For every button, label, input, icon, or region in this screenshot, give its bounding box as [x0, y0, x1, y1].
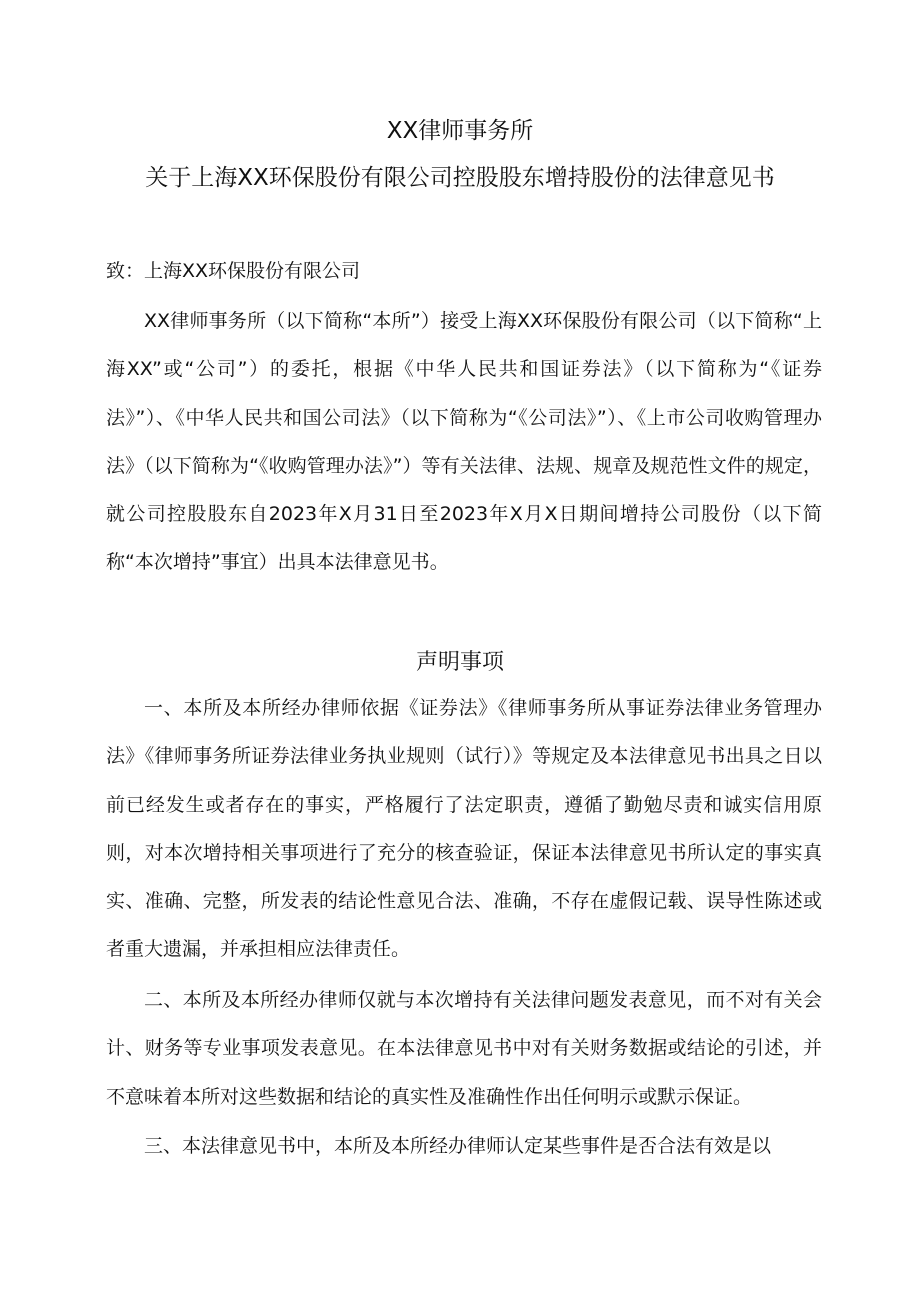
addressee-line: 致：上海XX环保股份有限公司 [106, 260, 361, 282]
statement-paragraph-3: 三、本法律意见书中，本所及本所经办律师认定某些事件是否合法有效是以 [144, 1135, 772, 1157]
document-title-subject: 关于上海XX环保股份有限公司控股股东增持股份的法律意见书 [145, 165, 775, 191]
statement-paragraph-2: 二、本所及本所经办律师仅就与本次增持有关法律问题发表意见，而不对有关会计、财务等专业事项发表意见。在本法律意见书中对有关财务数据或结论的引述，并不意味着本所对这些数据和结论的真实性及准确性作出任何明示或默示保证。 [106, 989, 822, 1108]
section-heading-declarations: 声明事项 [415, 650, 504, 675]
document-title-firm: XX律师事务所 [386, 118, 534, 144]
intro-paragraph: XX律师事务所（以下简称“本所”）接受上海XX环保股份有限公司（以下简称“上海XX”或“公司”）的委托，根据《中华人民共和国证券法》（以下简称为“《证券法》”）、《中华人民共和国公司法》（以下简称为“《公司法》”）、《上市公司收购管理办法》（以下简称为“《收购管理办法》”）等有关法律、法规、规章及规范性文件的规定，就公司控股股东自2023年X月31日至2023年X月X日期间增持公司股份（以下简称“本次增持”事宜）出具本法律意见书。 [106, 310, 822, 574]
statement-paragraph-1: 一、本所及本所经办律师依据《证券法》《律师事务所从事证券法律业务管理办法》《律师事务所证券法律业务执业规则（试行）》等规定及本法律意见书出具之日以前已经发生或者存在的事实，严格履行了法定职责，遵循了勤勉尽责和诚实信用原则，对本次增持相关事项进行了充分的核查验证，保证本法律意见书所认定的事实真实、准确、完整，所发表的结论性意见合法、准确，不存在虚假记载、误导性陈述或者重大遗漏，并承担相应法律责任。 [106, 697, 822, 961]
